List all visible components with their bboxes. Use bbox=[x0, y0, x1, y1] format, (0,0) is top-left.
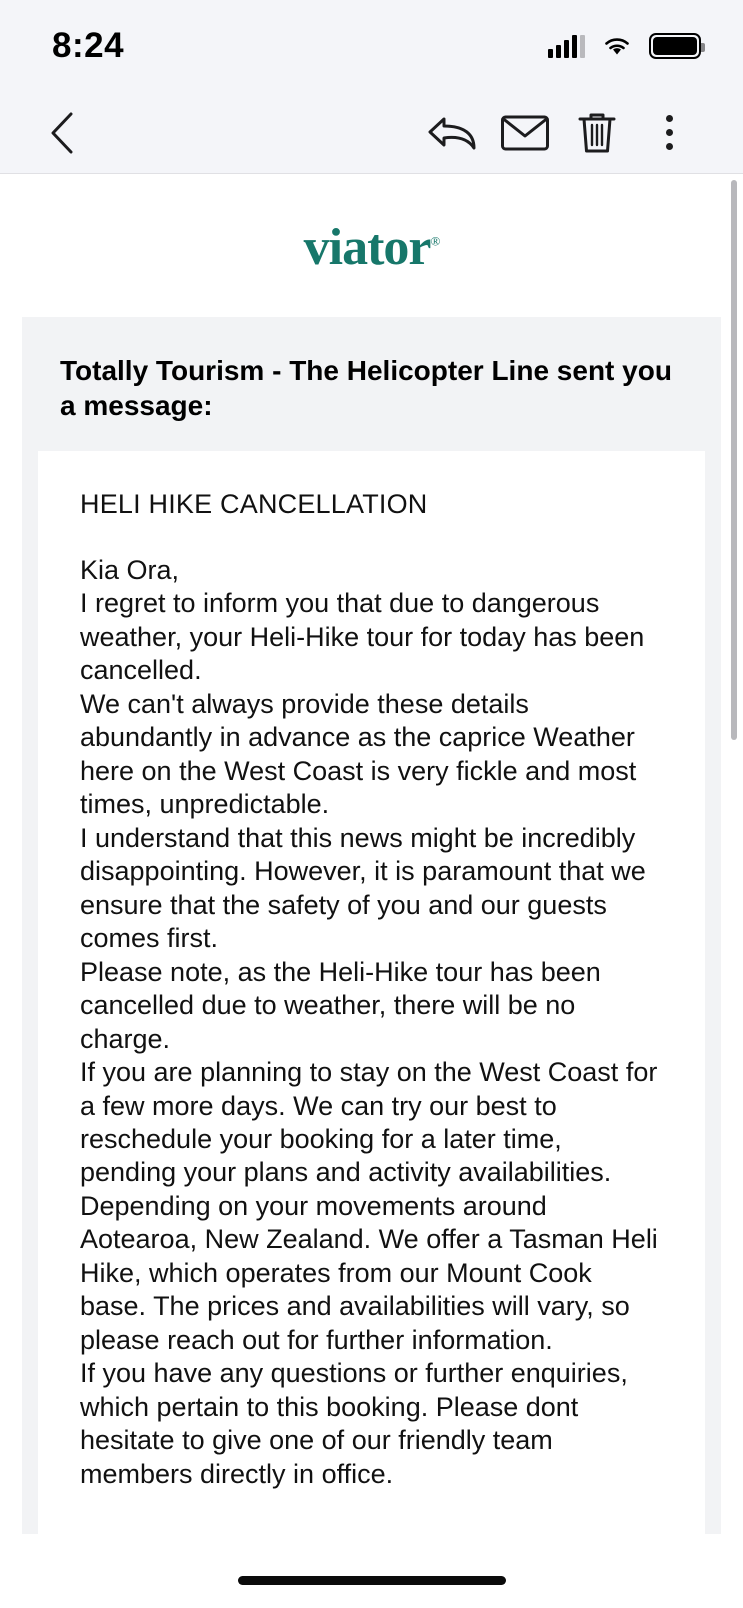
mark-unread-button[interactable] bbox=[489, 103, 561, 163]
message-paragraph: If you are planning to stay on the West Coast for a few more days. We can try our best to reschedule your booking for a later time, pending your plans and activity availabilities. bbox=[80, 1057, 658, 1188]
message-paragraph: We can't always provide these details abundantly in advance as the caprice Weather here on the West Coast is very fickle and most times, unpredictable. bbox=[80, 688, 637, 820]
email-card bbox=[22, 317, 721, 1552]
home-indicator-area bbox=[0, 1552, 743, 1608]
message-paragraph: If you have any questions or further enquiries, which pertain to this booking. Please dont hesitate to give one of our friendly team members directly in office. bbox=[80, 1358, 628, 1489]
registered-mark: ® bbox=[430, 233, 440, 249]
message-body-panel bbox=[38, 451, 705, 1552]
more-options-button[interactable] bbox=[633, 103, 705, 163]
message-title: HELI HIKE CANCELLATION bbox=[80, 489, 428, 519]
back-button[interactable] bbox=[26, 103, 98, 163]
viator-logo bbox=[0, 174, 743, 317]
email-content[interactable] bbox=[0, 174, 743, 1552]
status-bar bbox=[0, 0, 743, 92]
reply-button[interactable] bbox=[417, 103, 489, 163]
message-paragraph: Depending on your movements around Aotearoa, New Zealand. We offer a Tasman Heli Hike, which operates from our Mount Cook base. The prices and availabilities will vary, so please reach out for further information. bbox=[80, 1190, 658, 1355]
status-indicators bbox=[548, 33, 701, 59]
email-toolbar bbox=[0, 92, 743, 174]
wifi-icon bbox=[601, 34, 633, 58]
message-paragraph: I understand that this news might be incredibly disappointing. However, it is paramount that we ensure that the safety of you and our guests comes first. bbox=[80, 822, 646, 954]
status-time: 8:24 bbox=[52, 26, 125, 65]
message-paragraph: Please note, as the Heli-Hike tour has been cancelled due to weather, there will be no charge. bbox=[80, 956, 601, 1054]
cellular-signal-icon bbox=[548, 34, 585, 58]
delete-button[interactable] bbox=[561, 103, 633, 163]
message-paragraphs bbox=[80, 554, 663, 1491]
brand-name: viator bbox=[303, 219, 431, 276]
battery-icon bbox=[649, 33, 701, 59]
vertical-scrollbar[interactable] bbox=[731, 180, 737, 740]
home-indicator[interactable] bbox=[238, 1576, 506, 1585]
email-subject: Totally Tourism - The Helicopter Line sent you a message: bbox=[60, 355, 672, 421]
kebab-menu-icon bbox=[666, 115, 673, 150]
message-paragraph: Kia Ora, bbox=[80, 555, 180, 585]
message-paragraph: I regret to inform you that due to dangerous weather, your Heli-Hike tour for today has been cancelled. bbox=[80, 588, 645, 686]
content-bottom-fade bbox=[0, 1534, 743, 1552]
